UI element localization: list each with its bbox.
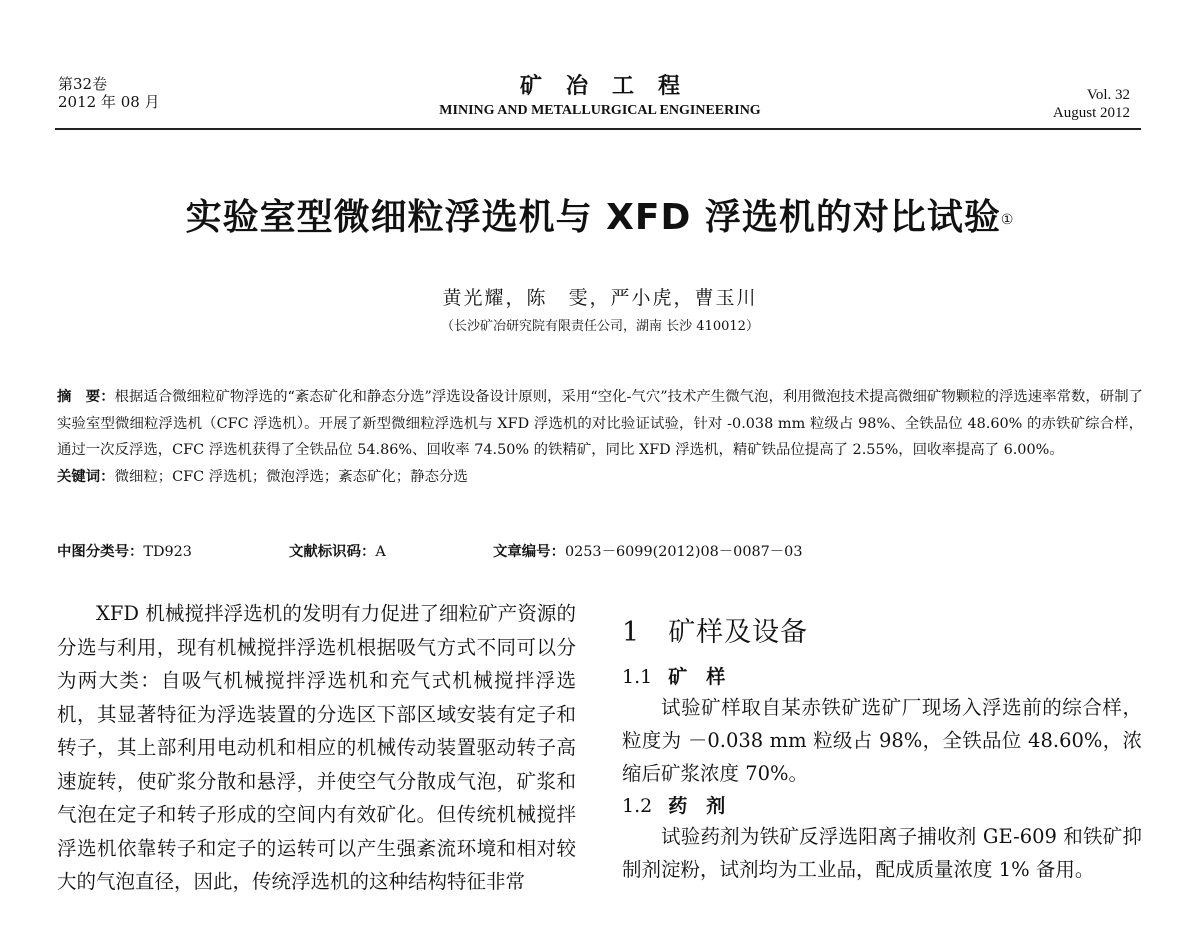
clc-label: 中图分类号：: [57, 544, 144, 560]
left-column: [57, 597, 576, 899]
clc-code: [57, 542, 192, 562]
date-en: August 2012: [1052, 105, 1130, 121]
abstract-text: 根据适合微细粒矿物浮选的“紊态矿化和静态分选”浮选设备设计原则，采用“空化-气穴”技术产生微气泡，利用微泡技术提高微细矿物颗粒的浮选速率常数，研制了实验室型微细粒浮选机（CFC 浮选机）。开展了新型微细粒浮选机与 XFD 浮选机的对比验证试验，针对 -0.038 mm 粒级占 98%、全铁品位 48.60% 的赤铁矿综合样，通过一次反浮选，CFC 浮选机获得了全铁品位 54.86%、回收率 74.50% 的铁精矿，同比 XFD 浮选机，精矿铁品位提高了 2.55%，回收率提高了 6.00%。: [57, 389, 1143, 458]
keywords-label: 关键词：: [57, 468, 115, 485]
volume-cn: 第32卷: [58, 75, 108, 93]
header-rule: [55, 128, 1141, 130]
subsection-2-title: 药 剂: [668, 795, 726, 817]
doc-label: 文献标识码：: [289, 544, 376, 560]
volume-en: Vol. 32: [1086, 87, 1130, 103]
subsection-1-text: 试验矿样取自某赤铁矿选矿厂现场入浮选前的综合样，粒度为 －0.038 mm 粒级占 98%，全铁品位 48.60%，浓缩后矿浆浓度 70%。: [622, 696, 1142, 785]
affiliation: （长沙矿冶研究院有限责任公司，湖南 长沙 410012）: [441, 319, 759, 334]
article-value: 0253－6099(2012)08－0087－03: [564, 544, 803, 560]
title-footnote-mark: ①: [1000, 212, 1015, 228]
subsection-1-number: 1.1: [622, 666, 653, 688]
article-label: 文章编号：: [493, 544, 565, 560]
subsection-2-number: 1.2: [622, 795, 653, 817]
keywords-text: 微细粒；CFC 浮选机；微泡浮选；紊态矿化；静态分选: [114, 468, 468, 485]
journal-name-en: MINING AND METALLURGICAL ENGINEERING: [439, 103, 761, 118]
header-volume-date-en: [1053, 86, 1130, 122]
abstract: [57, 384, 1143, 490]
doc-value: A: [375, 544, 386, 560]
subsection-2-text: 试验药剂为铁矿反浮选阳离子捕收剂 GE-609 和铁矿抑制剂淀粉，试剂均为工业品，配成质量浓度 1% 备用。: [622, 825, 1142, 881]
paper-title-text: 实验室型微细粒浮选机与 XFD 浮选机的对比试验: [185, 197, 1001, 238]
authors: 黄光耀，陈 雯，严小虎，曹玉川: [442, 287, 758, 309]
right-column: [622, 597, 1142, 888]
section-number: 1: [622, 617, 641, 648]
doc-code: [289, 542, 386, 562]
keywords-paragraph: [57, 464, 1143, 491]
subsection-1-title: 矿 样: [668, 666, 726, 688]
article-code: [493, 542, 803, 562]
subsection-heading-1: [622, 663, 1142, 691]
abstract-paragraph: [57, 384, 1143, 464]
subsection-heading-2: [622, 792, 1142, 820]
journal-name-cn: 矿冶工程: [519, 73, 704, 99]
clc-value: TD923: [143, 544, 192, 560]
journal-masthead: [0, 72, 1200, 120]
section-title: 矿样及设备: [668, 617, 809, 648]
abstract-label: 摘 要：: [57, 389, 115, 405]
intro-paragraph: XFD 机械搅拌浮选机的发明有力促进了细粒矿产资源的分选与利用，现有机械搅拌浮选机根据吸气方式不同可以分为两大类：自吸气机械搅拌浮选机和充气式机械搅拌浮选机，其显著特征为浮选装置的分选区下部区域安装有定子和转子，其上部利用电动机和相应的机械传动装置驱动转子高速旋转，使矿浆分散和悬浮，并使空气分散成气泡，矿浆和气泡在定子和转子形成的空间内有效矿化。但传统机械搅拌浮选机依靠转子和定子的运转可以产生强紊流环境和相对较大的气泡直径，因此，传统浮选机的这种结构特征非常: [57, 602, 576, 893]
date-cn: 2012 年 08 月: [58, 93, 160, 111]
section-heading: [622, 613, 1142, 653]
paper-title: [0, 196, 1200, 240]
